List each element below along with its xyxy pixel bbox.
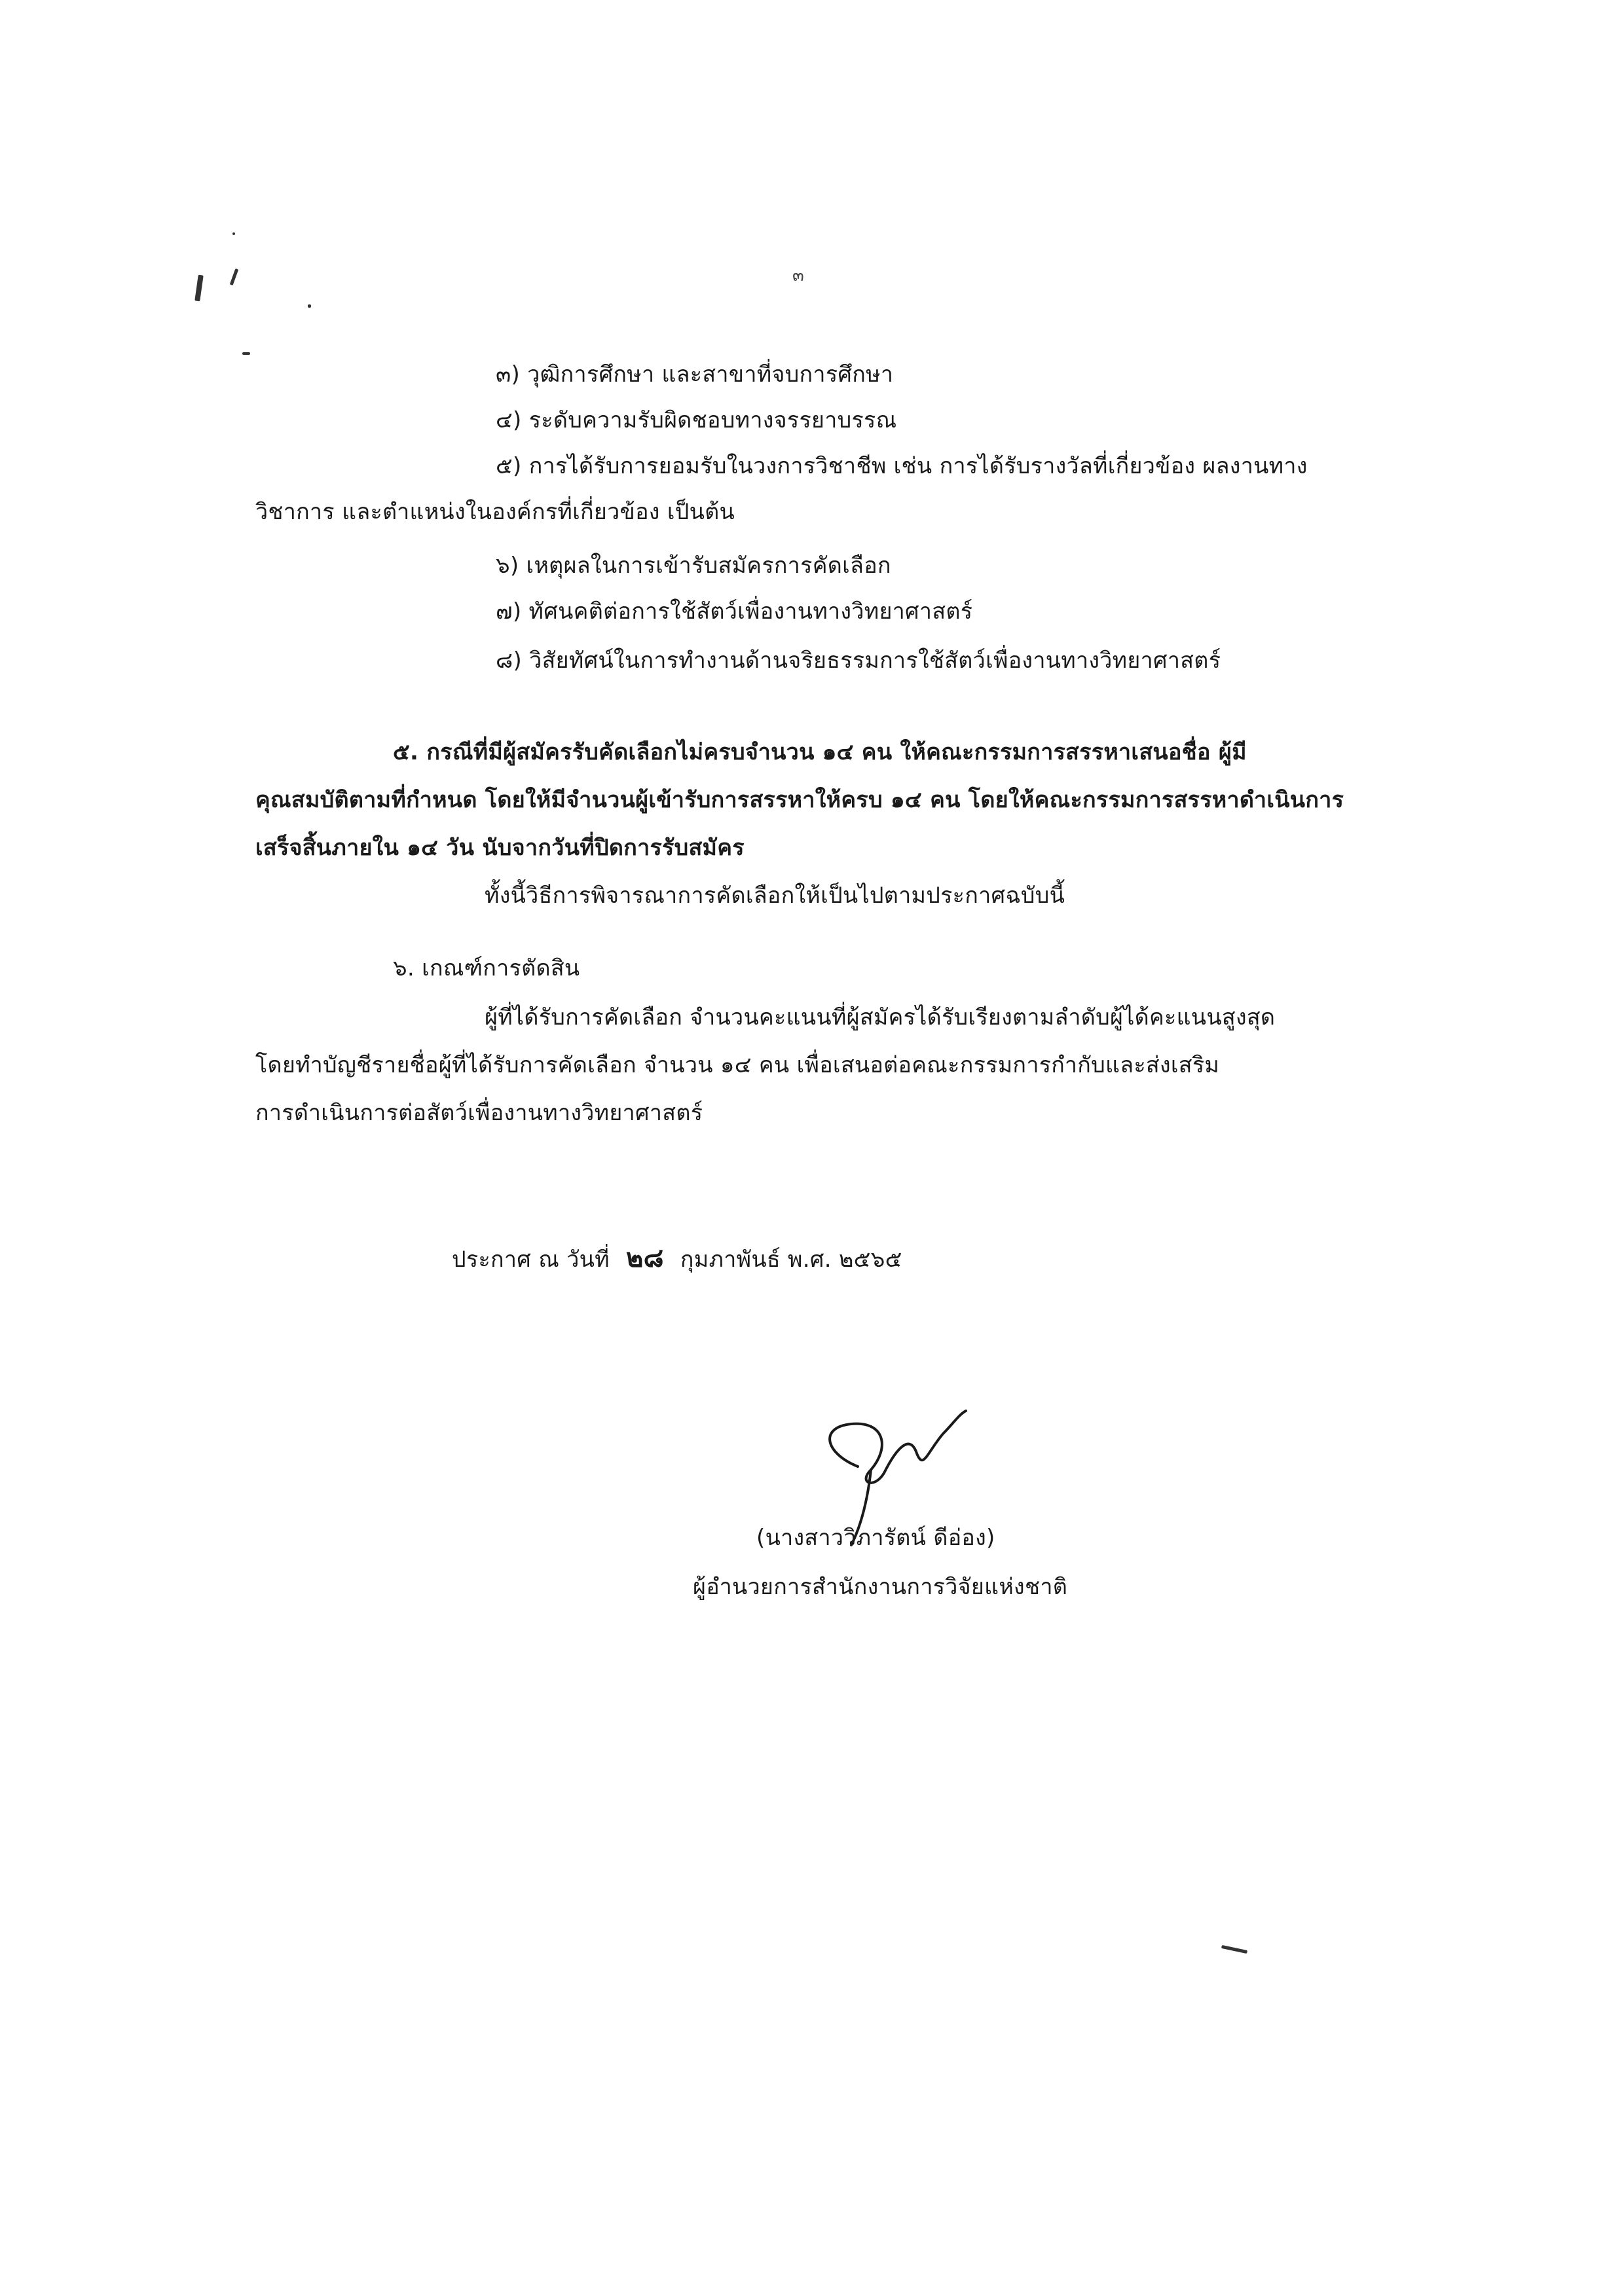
scan-mark	[232, 232, 235, 235]
criteria-item-5: ๕) การได้รับการยอมรับในวงการวิชาชีพ เช่น การได้รับรางวัลที่เกี่ยวข้อง ผลงานทาง	[496, 453, 1308, 479]
section6-line3: การดำเนินการต่อสัตว์เพื่องานทางวิทยาศาสตร์	[255, 1100, 703, 1126]
scan-mark	[308, 304, 311, 308]
announcement-prefix: ประกาศ ณ วันที่	[452, 1247, 610, 1273]
signatory-name: (นางสาววิภารัตน์ ดีอ่อง)	[756, 1525, 995, 1551]
criteria-item-4: ๔) ระดับความรับผิดชอบทางจรรยาบรรณ	[496, 407, 897, 433]
scan-mark	[242, 352, 250, 355]
criteria-item-3: ๓) วุฒิการศึกษา และสาขาที่จบการศึกษา	[496, 361, 894, 388]
scan-mark	[194, 275, 203, 302]
scan-mark	[230, 268, 239, 285]
criteria-item-6: ๖) เหตุผลในการเข้ารับสมัครการคัดเลือก	[496, 553, 891, 579]
section5-line1: ๕. กรณีที่มีผู้สมัครรับคัดเลือกไม่ครบจำนวน ๑๔ คน ให้คณะกรรมการสรรหาเสนอชื่อ ผู้มี	[393, 739, 1247, 765]
section5-line2: คุณสมบัติตามที่กำหนด โดยให้มีจำนวนผู้เข้ารับการสรรหาให้ครบ ๑๔ คน โดยให้คณะกรรมการสรรหาดำเนินการ	[255, 787, 1344, 813]
section5-line4: ทั้งนี้วิธีการพิจารณาการคัดเลือกให้เป็นไปตามประกาศฉบับนี้	[485, 883, 1065, 909]
announcement-month-year: กุมภาพันธ์ พ.ศ. ๒๕๖๕	[680, 1247, 902, 1273]
section6-line1: ผู้ที่ได้รับการคัดเลือก จำนวนคะแนนที่ผู้สมัครได้รับเรียงตามลำดับผู้ได้คะแนนสูงสุด	[485, 1004, 1276, 1030]
section5-line3: เสร็จสิ้นภายใน ๑๔ วัน นับจากวันที่ปิดการรับสมัคร	[255, 835, 745, 861]
signatory-position: ผู้อำนวยการสำนักงานการวิจัยแห่งชาติ	[693, 1574, 1068, 1600]
criteria-item-7: ๗) ทัศนคติต่อการใช้สัตว์เพื่องานทางวิทยาศาสตร์	[496, 598, 973, 625]
announcement-date	[452, 1243, 902, 1275]
section6-heading: ๖. เกณฑ์การตัดสิน	[393, 955, 580, 981]
criteria-item-5-continued: วิชาการ และตำแหน่งในองค์กรที่เกี่ยวข้อง เป็นต้น	[255, 499, 735, 525]
scan-mark	[1221, 1945, 1247, 1954]
section6-line2: โดยทำบัญชีรายชื่อผู้ที่ได้รับการคัดเลือก จำนวน ๑๔ คน เพื่อเสนอต่อคณะกรรมการกำกับและส่งเสริม	[255, 1052, 1220, 1078]
criteria-item-8: ๘) วิสัยทัศน์ในการทำงานด้านจริยธรรมการใช้สัตว์เพื่องานทางวิทยาศาสตร์	[496, 647, 1221, 674]
page-number: ๓	[792, 266, 804, 285]
announcement-day: ๒๘	[625, 1243, 664, 1273]
